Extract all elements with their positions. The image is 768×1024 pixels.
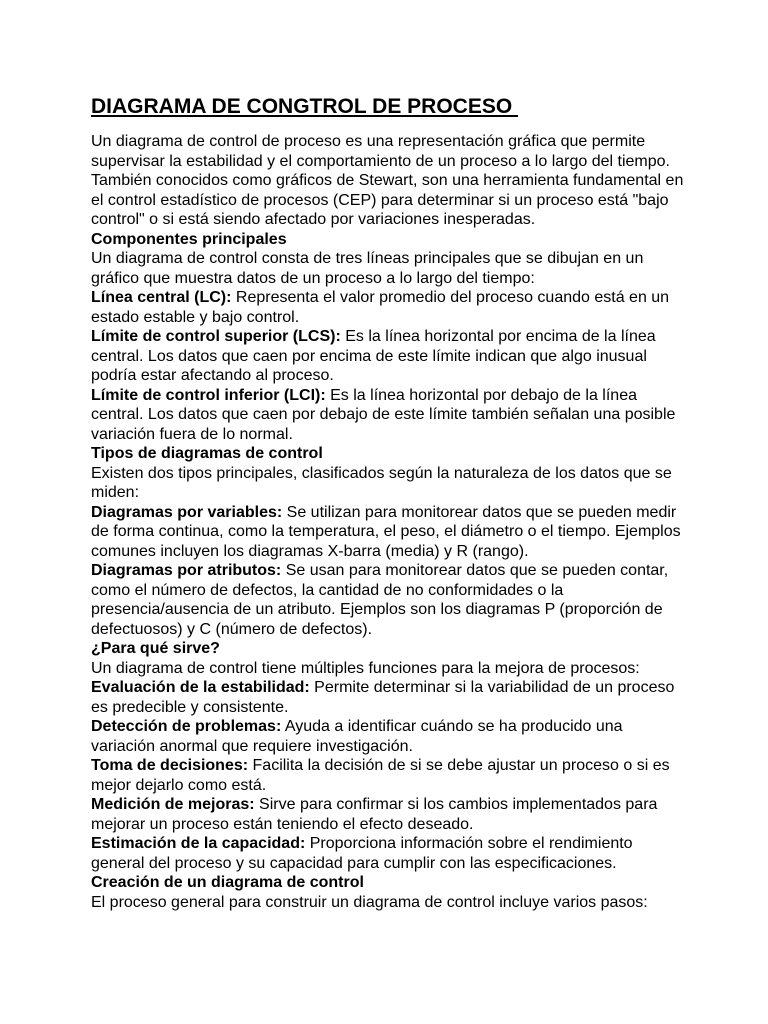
- intro-paragraph: Un diagrama de control de proceso es una representación gráfica que permite supervisar la estabilidad y el comportamiento de un proceso a lo largo del tiempo. También conocidos como gráficos de Stewart, son una herramienta fundamental en el control estadístico de procesos (CEP) para determinar si un proceso está "bajo control" o si está siendo afectado por variaciones inesperadas.: [91, 133, 684, 228]
- type-text: Se utilizan para monitorear datos que se pueden medir de forma continua, como la temperatura, el peso, el diámetro o el tiempo. Ejemplos comunes incluyen los diagramas X-barra (media) y R (rango).: [91, 503, 681, 560]
- purpose-text: Proporciona información sobre el rendimiento general del proceso y su capacidad para cumplir con las especificaciones.: [91, 835, 633, 872]
- component-text: Es la línea horizontal por debajo de la línea central. Los datos que caen por debajo de este límite también señalan una posible variación fuera de lo normal.: [91, 386, 676, 443]
- section-heading-purpose: ¿Para qué sirve?: [91, 640, 220, 657]
- component-text: Es la línea horizontal por encima de la línea central. Los datos que caen por encima de este límite indican que algo inusual podría estar afectando al proceso.: [91, 328, 656, 384]
- type-item: [91, 561, 688, 639]
- purpose-text: Facilita la decisión de si se debe ajustar un proceso o si es mejor dejarlo como está.: [91, 757, 670, 794]
- purpose-term: Evaluación de la estabilidad:: [91, 679, 310, 696]
- type-text: Se usan para monitorear datos que se pueden contar, como el número de defectos, la cantidad de no conformidades o la presencia/ausencia de un atributo. Ejemplos son los diagramas P (proporción de defectuosos) y C (número de defectos).: [91, 562, 669, 638]
- type-term: Diagramas por variables:: [91, 503, 283, 521]
- component-term: Límite de control inferior (LCI):: [91, 386, 326, 404]
- component-item: [91, 327, 688, 386]
- purpose-text: Permite determinar si la variabilidad de un proceso es predecible y consistente.: [91, 679, 675, 716]
- section-heading-components: Componentes principales: [91, 230, 287, 248]
- component-item: [91, 386, 688, 445]
- purpose-item: [91, 834, 688, 873]
- section-heading-types: Tipos de diagramas de control: [91, 445, 323, 462]
- purpose-item: [91, 717, 688, 756]
- purpose-term: Toma de decisiones:: [91, 757, 249, 774]
- components-intro: Un diagrama de control consta de tres líneas principales que se dibujan en un gráfico que muestra datos de un proceso a lo largo del tiempo:: [91, 250, 644, 287]
- type-term: Diagramas por atributos:: [91, 562, 282, 579]
- type-item: [91, 503, 688, 562]
- purpose-item: [91, 756, 688, 795]
- component-item: [91, 288, 688, 327]
- component-text: Representa el valor promedio del proceso cuando está en un estado estable y bajo control.: [91, 289, 670, 326]
- purpose-item: [91, 795, 688, 834]
- purpose-intro: Un diagrama de control tiene múltiples funciones para la mejora de procesos:: [91, 659, 640, 677]
- creation-intro: El proceso general para construir un diagrama de control incluye varios pasos:: [91, 893, 648, 911]
- component-term: Límite de control superior (LCS):: [91, 328, 341, 345]
- purpose-term: Estimación de la capacidad:: [91, 835, 306, 852]
- types-intro: Existen dos tipos principales, clasificados según la naturaleza de los datos que se miden:: [91, 464, 672, 501]
- purpose-text: Sirve para confirmar si los cambios implementados para mejorar un proceso están teniendo el efecto deseado.: [91, 796, 658, 833]
- purpose-term: Medición de mejoras:: [91, 796, 255, 813]
- purpose-text: Ayuda a identificar cuándo se ha producido una variación anormal que requiere investigación.: [91, 718, 623, 755]
- component-term: Línea central (LC):: [91, 289, 232, 306]
- purpose-term: Detección de problemas:: [91, 718, 282, 735]
- document-title: DIAGRAMA DE CONGTROL DE PROCESO: [91, 95, 519, 118]
- section-heading-creation: Creación de un diagrama de control: [91, 874, 364, 891]
- purpose-item: [91, 678, 688, 717]
